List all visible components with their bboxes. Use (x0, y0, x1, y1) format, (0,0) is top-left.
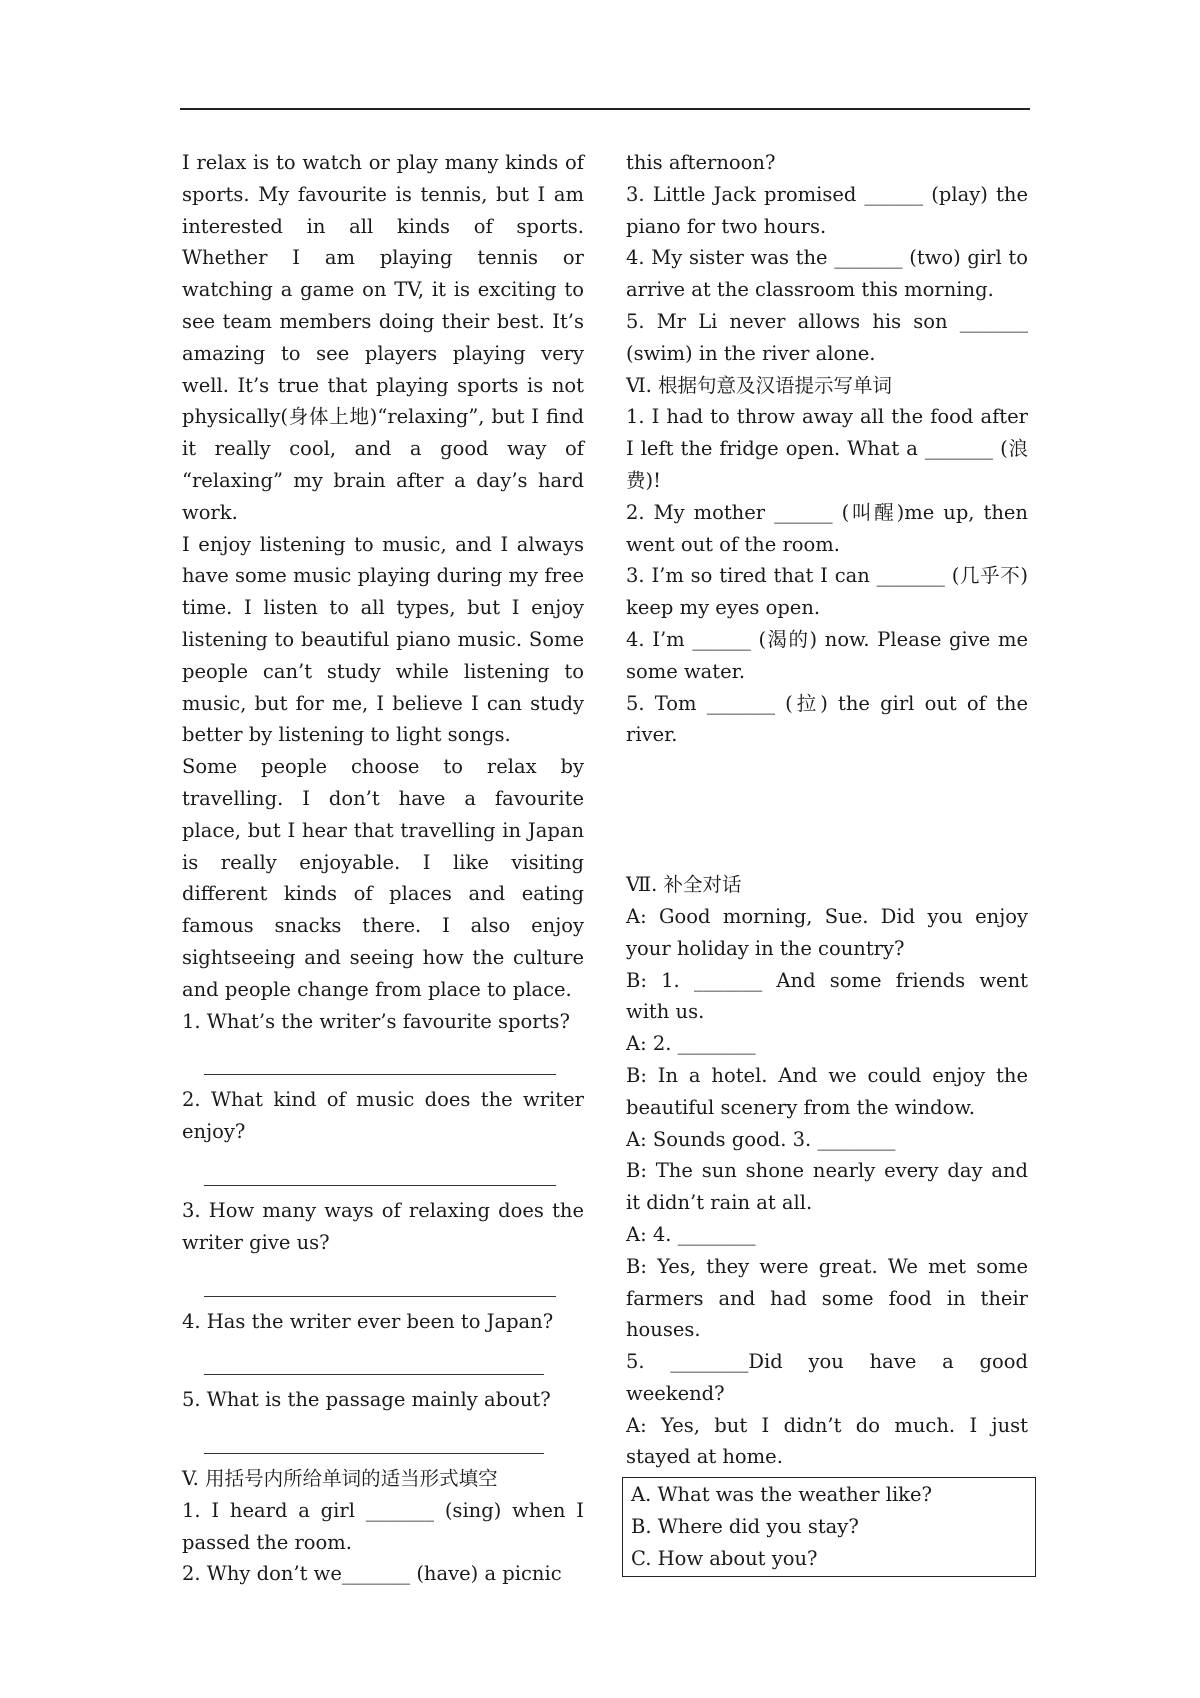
section-6-item-5: 5. Tom _______ (拉) the girl out of the river. (626, 691, 1028, 747)
question-2: 2. What kind of music does the writer enjoy? (182, 1088, 584, 1144)
header-rule (180, 108, 1030, 110)
section-5-item-2: 2. Why don’t we_______ (have) a picnic (182, 1562, 562, 1586)
passage-paragraph-1: I relax is to watch or play many kinds of sports. My favourite is tennis, but I am interested in all kinds of sports. Whether I am playing tennis or watching a game on TV, it is exciting to see team members doing their best. It’s amazing to see players playing very well. It’s true that playing sports is not physically(身体上地)“relaxing”, but I find it really cool, and a good way of “relaxing” my brain after a day’s hard work. (182, 151, 584, 524)
question-5: 5. What is the passage mainly about? (182, 1388, 551, 1412)
section-7-title: Ⅶ. 补全对话 (626, 873, 742, 897)
dialogue-line-5: A: Sounds good. 3. ________ (626, 1127, 896, 1151)
right-column (626, 147, 1028, 1577)
answer-line-2[interactable] (182, 1148, 584, 1195)
answer-line-5[interactable] (182, 1416, 584, 1463)
section-spacer (626, 751, 1028, 869)
section-5-item-4: 4. My sister was the _______ (two) girl to arrive at the classroom this morning. (626, 246, 1028, 302)
section-5-item-1: 1. I heard a girl _______ (sing) when I passed the room. (182, 1498, 584, 1554)
section-6-title: Ⅵ. 根据句意及汉语提示写单词 (626, 373, 893, 397)
option-c: C. How about you? (631, 1546, 818, 1570)
section-5-item-3: 3. Little Jack promised ______ (play) the piano for two hours. (626, 182, 1028, 238)
options-box (622, 1477, 1036, 1576)
dialogue-line-3: A: 2. ________ (626, 1032, 756, 1056)
dialogue-line-10: A: Yes, but I didn’t do much. I just stayed at home. (626, 1413, 1028, 1469)
answer-line-3[interactable] (182, 1259, 584, 1306)
question-1: 1. What’s the writer’s favourite sports? (182, 1009, 570, 1033)
dialogue-line-6: B: The sun shone nearly every day and it didn’t rain at all. (626, 1159, 1028, 1215)
answer-line-4[interactable] (182, 1337, 584, 1384)
section-6-item-2: 2. My mother ______ (叫醒)me up, then went out of the room. (626, 500, 1028, 556)
question-4: 4. Has the writer ever been to Japan? (182, 1309, 554, 1333)
section-6-item-3: 3. I’m so tired that I can _______ (几乎不) keep my eyes open. (626, 564, 1028, 620)
passage-paragraph-2: I enjoy listening to music, and I always have some music playing during my free time. I listen to all types, but I enjoy listening to beautiful piano music. Some people can’t study while listening to music, but for me, I believe I can study better by listening to light songs. (182, 532, 584, 747)
section-5-item-5: 5. Mr Li never allows his son _______ (swim) in the river alone. (626, 309, 1028, 365)
dialogue-line-2: B: 1. _______ And some friends went with us. (626, 968, 1028, 1024)
dialogue-line-8: B: Yes, they were great. We met some farmers and had some food in their houses. (626, 1254, 1028, 1342)
dialogue-line-1: A: Good morning, Sue. Did you enjoy your holiday in the country? (626, 904, 1028, 960)
dialogue-line-9: 5. ________Did you have a good weekend? (626, 1350, 1028, 1405)
section-5-item-2-continued: this afternoon? (626, 151, 776, 174)
left-column (182, 147, 584, 1590)
section-6-item-1: 1. I had to throw away all the food after I left the fridge open. What a _______ (浪费)! (626, 405, 1028, 492)
dialogue-line-7: A: 4. ________ (626, 1222, 756, 1246)
section-6-item-4: 4. I’m ______ (渴的) now. Please give me some water. (626, 627, 1028, 683)
option-b: B. Where did you stay? (631, 1515, 859, 1539)
section-5-title: V. 用括号内所给单词的适当形式填空 (182, 1467, 498, 1491)
passage-paragraph-3: Some people choose to relax by travelling. I don’t have a favourite place, but I hear that travelling in Japan is really enjoyable. I like visiting different kinds of places and eating famous snacks there. I also enjoy sightseeing and seeing how the culture and people change from place to place. (182, 755, 584, 1001)
question-3: 3. How many ways of relaxing does the writer give us? (182, 1198, 584, 1254)
option-a: A. What was the weather like? (631, 1483, 932, 1507)
answer-line-1[interactable] (182, 1037, 584, 1084)
dialogue-line-4: B: In a hotel. And we could enjoy the beautiful scenery from the window. (626, 1063, 1028, 1119)
